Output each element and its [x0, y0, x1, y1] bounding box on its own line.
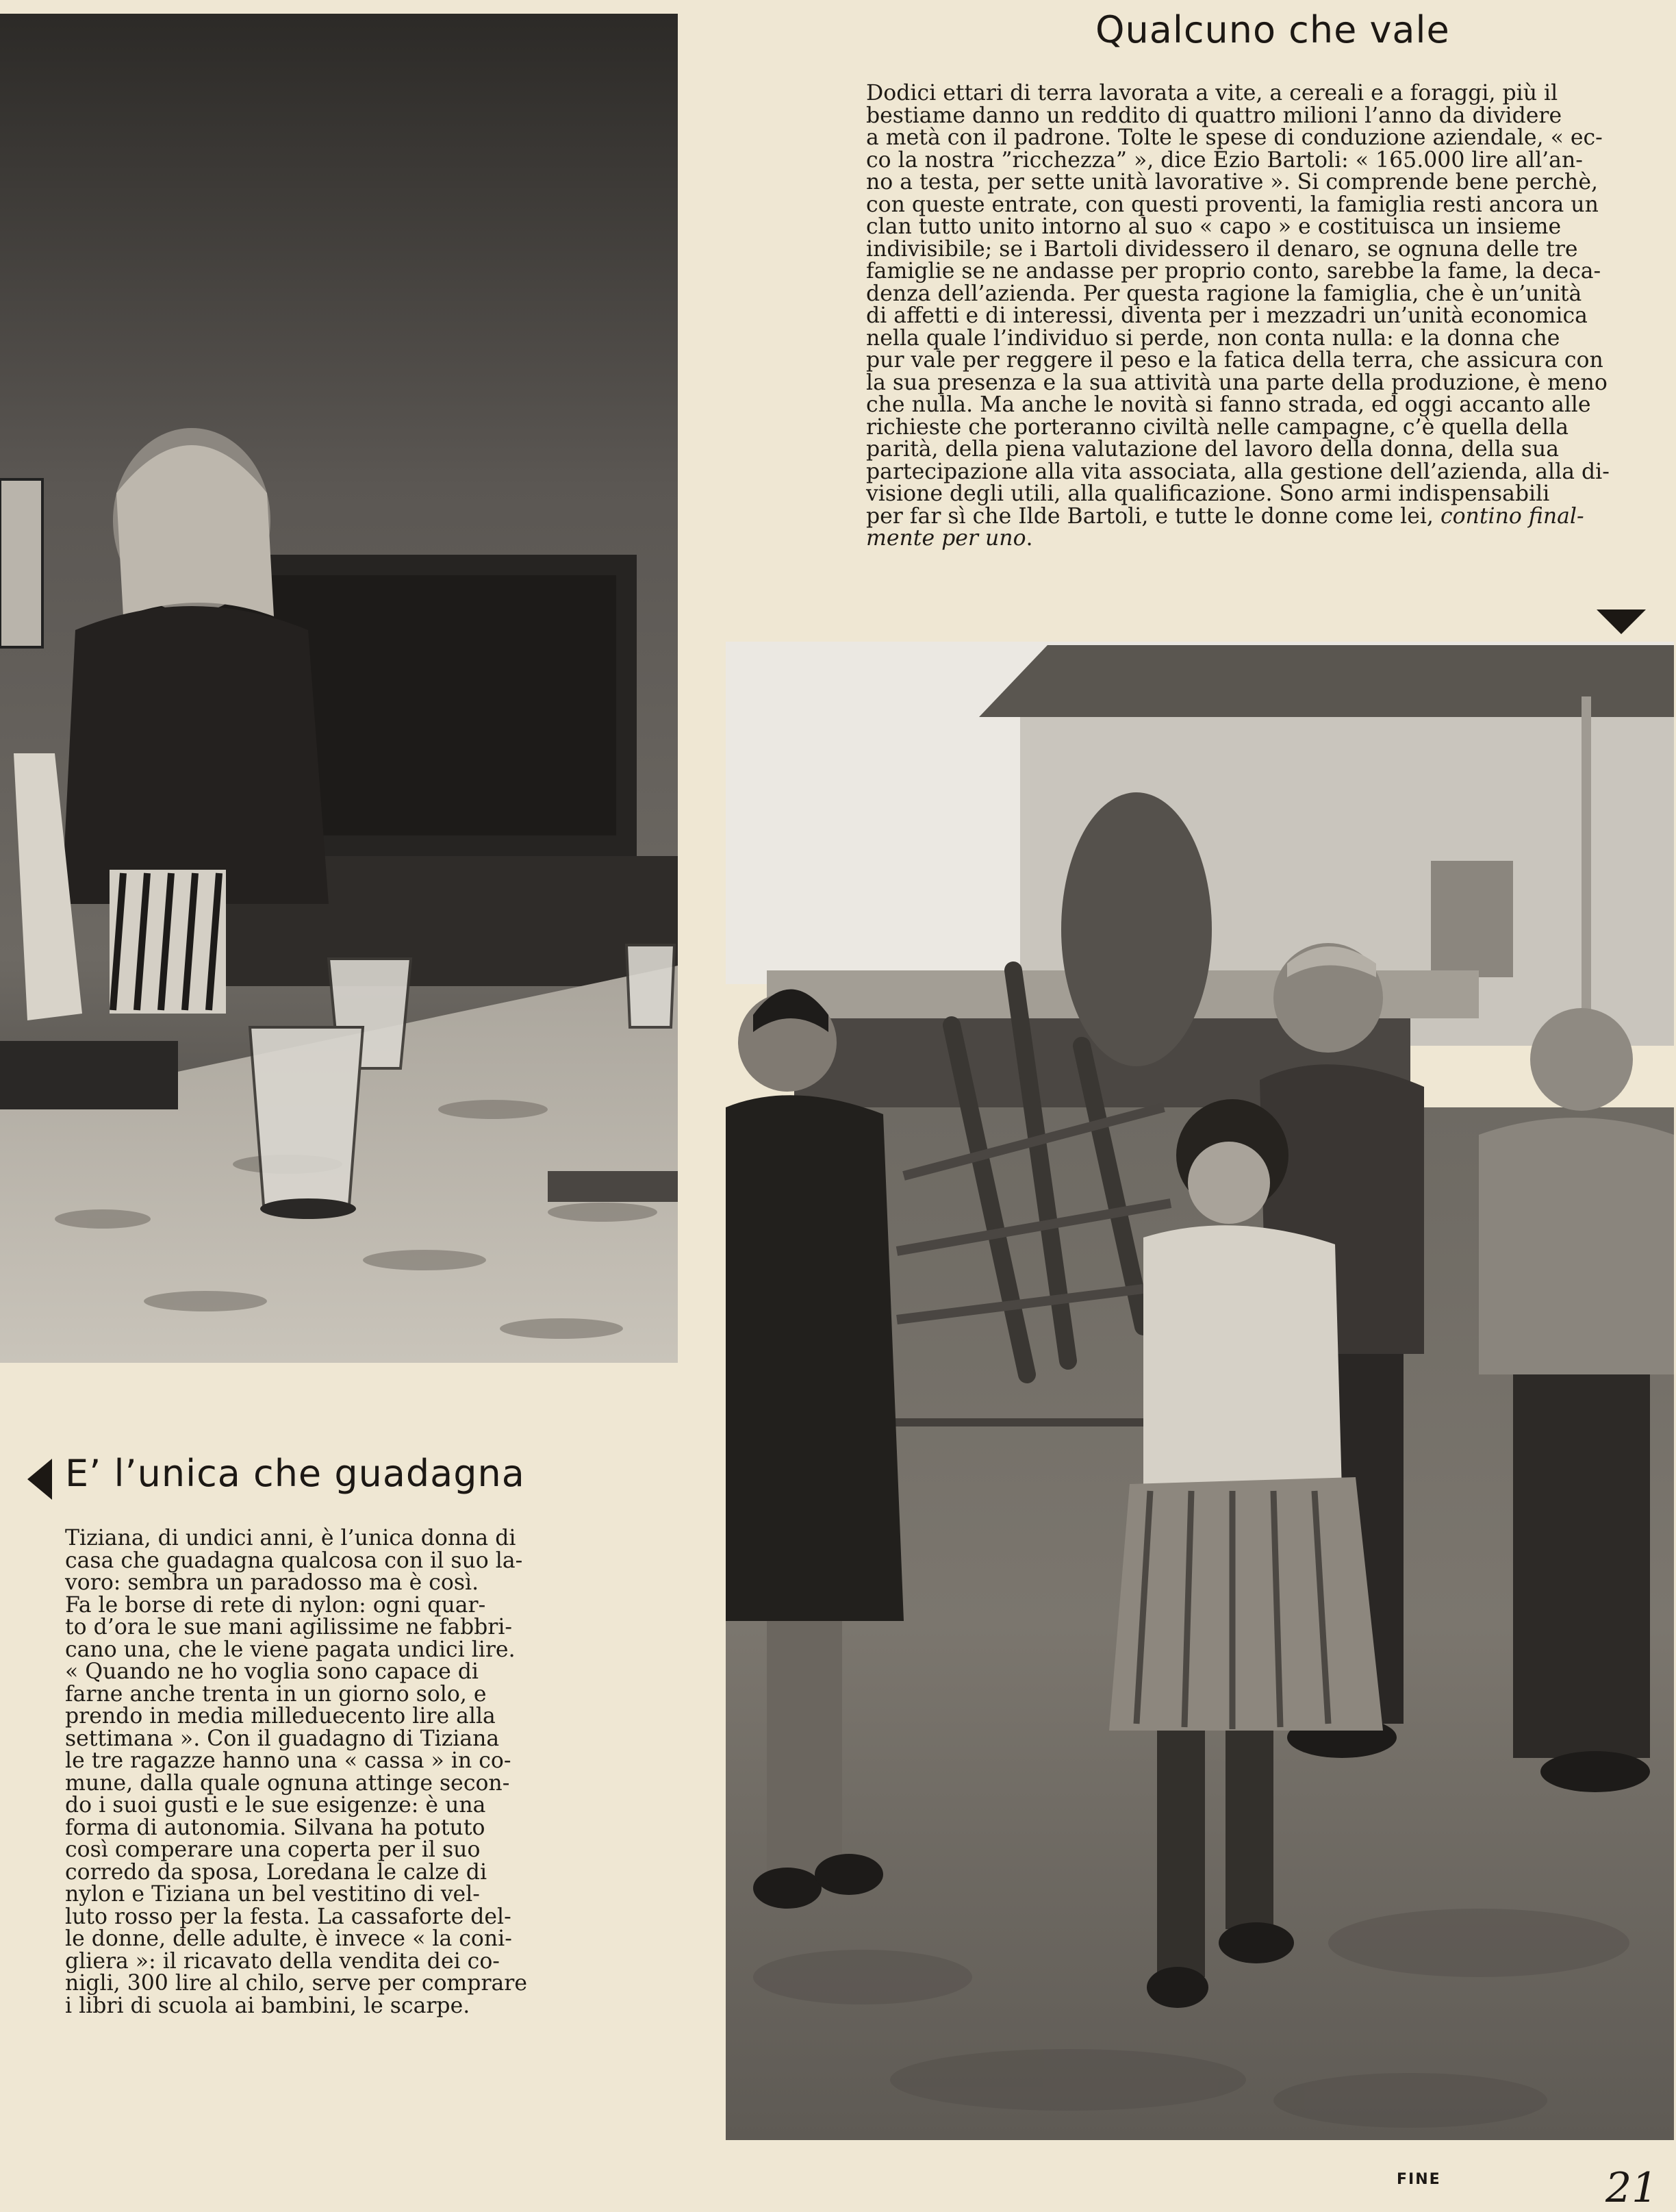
- text-line: bestiame danno un reddito di quattro milioni l’anno da dividere: [866, 103, 1562, 128]
- text-line: mune, dalla quale ognuna attinge secon-: [65, 1770, 510, 1796]
- text-line: così comperare una coperta per il suo: [65, 1837, 481, 1862]
- text-line: co la nostra ”ricchezza” », dice Ezio Bartoli: « 165.000 lire all’an-: [866, 147, 1583, 173]
- text-line: farne anche trenta in un giorno solo, e: [65, 1681, 487, 1707]
- text-line: che nulla. Ma anche le novità si fanno strada, ed oggi accanto alle: [866, 392, 1591, 417]
- text-line: nigli, 300 lire al chilo, serve per comprare: [65, 1971, 528, 1996]
- text-line: corredo da sposa, Loredana le calze di: [65, 1859, 487, 1885]
- family-photo: [726, 642, 1674, 2140]
- text-line: Tiziana, di undici anni, è l’unica donna di: [65, 1526, 516, 1550]
- article-body-left: [65, 1527, 531, 2017]
- text-line: gliera »: il ricavato della vendita dei co-: [65, 1948, 500, 1974]
- text-line: Dodici ettari di terra lavorata a vite, a cereali e a foraggi, più il: [866, 81, 1558, 105]
- kitchen-photo-image: [0, 14, 678, 1363]
- text-line: nella quale l’individuo si perde, non conta nulla: e la donna che: [866, 325, 1560, 351]
- text-line: « Quando ne ho voglia sono capace di: [65, 1659, 479, 1684]
- text-line: richieste che porteranno civiltà nelle campagne, c’è quella della: [866, 414, 1569, 440]
- article-body-right: [866, 82, 1653, 550]
- text-line: le tre ragazze hanno una « cassa » in co-: [65, 1748, 511, 1773]
- text-line: pur vale per reggere il peso e la fatica della terra, che assicura con: [866, 348, 1603, 373]
- text-line: indivisibile; se i Bartoli dividessero il denaro, se ognuna delle tre: [866, 236, 1578, 262]
- text-line: [866, 527, 1653, 550]
- italic-phrase-end: mente per uno: [866, 526, 1026, 551]
- text-line: forma di autonomia. Silvana ha potuto: [65, 1815, 485, 1840]
- text-line: no a testa, per sette unità lavorative ». Si comprende bene perchè,: [866, 170, 1598, 194]
- text-line: denza dell’azienda. Per questa ragione la famiglia, che è un’unità: [866, 281, 1582, 306]
- text-line: i libri di scuola ai bambini, le scarpe.: [65, 1993, 470, 2018]
- text-line: prendo in media milleduecento lire alla: [65, 1704, 496, 1729]
- article-heading-qualcuno: Qualcuno che vale: [1095, 8, 1450, 51]
- text-line: famiglie se ne andasse per proprio conto, sarebbe la fame, la deca-: [866, 259, 1601, 284]
- text-line: casa che guadagna qualcosa con il suo la-: [65, 1548, 523, 1573]
- text-line-start: per far sì che Ilde Bartoli, e tutte le donne come lei,: [866, 503, 1434, 529]
- text-line: con queste entrate, con questi proventi, la famiglia resti ancora un: [866, 192, 1599, 217]
- kitchen-photo: [0, 14, 678, 1363]
- page-number: 21: [1605, 2164, 1658, 2212]
- text-line: settimana ». Con il guadagno di Tiziana: [65, 1726, 500, 1751]
- text-line: voro: sembra un paradosso ma è così.: [65, 1570, 479, 1595]
- text-line: clan tutto unito intorno al suo « capo » e costituisca un insieme: [866, 214, 1562, 239]
- text-line: [866, 505, 1653, 528]
- text-line: la sua presenza e la sua attività una parte della produzione, è meno: [866, 370, 1608, 395]
- text-line: luto rosso per la festa. La cassaforte del-: [65, 1904, 511, 1929]
- arrow-down-icon: [1597, 609, 1646, 634]
- text-line: parità, della piena valutazione del lavoro della donna, della sua: [866, 437, 1559, 462]
- text-line: cano una, che le viene pagata undici lire.: [65, 1637, 516, 1662]
- text-line: visione degli utili, alla qualificazione. Sono armi indispensabili: [866, 481, 1550, 506]
- text-line: a metà con il padrone. Tolte le spese di conduzione aziendale, « ec-: [866, 125, 1603, 150]
- italic-phrase: contino final-: [1440, 503, 1584, 529]
- text-line: di affetti e di interessi, diventa per i mezzadri un’unità economica: [866, 303, 1588, 328]
- end-marker: FINE: [1397, 2171, 1441, 2188]
- arrow-left-icon: [27, 1459, 52, 1500]
- text-line: Fa le borse di rete di nylon: ogni quar-: [65, 1592, 486, 1618]
- text-line: nylon e Tiziana un bel vestitino di vel-: [65, 1882, 480, 1907]
- text-line: partecipazione alla vita associata, alla gestione dell’azienda, alla di-: [866, 459, 1610, 484]
- text-line: to d’ora le sue mani agilissime ne fabbri-: [65, 1615, 513, 1639]
- end-punctuation: .: [1026, 526, 1033, 551]
- text-line: le donne, delle adulte, è invece « la coni-: [65, 1926, 512, 1951]
- text-line: do i suoi gusti e le sue esigenze: è una: [65, 1793, 486, 1818]
- article-heading-unica: E’ l’unica che guadagna: [65, 1452, 525, 1495]
- family-photo-image: [726, 642, 1674, 2140]
